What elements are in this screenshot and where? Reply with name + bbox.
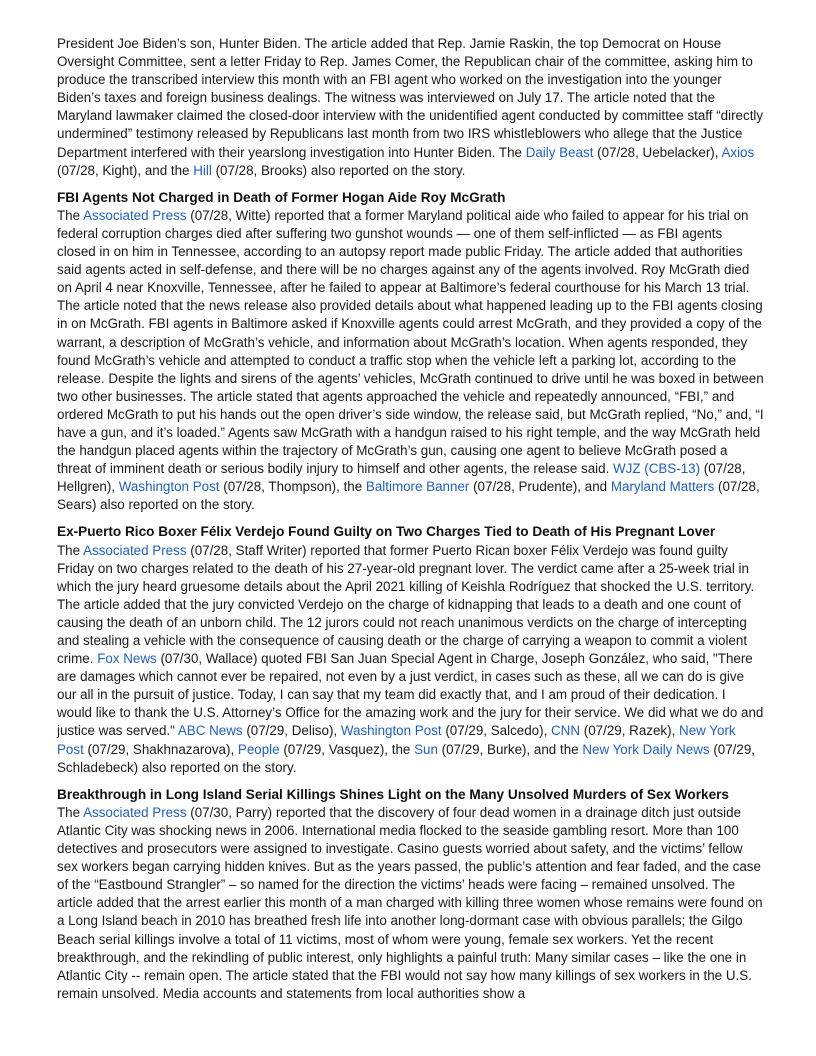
link-cnn[interactable]: CNN <box>551 723 581 739</box>
verdejo-heading: Ex-Puerto Rico Boxer Félix Verdejo Found Guilty on Two Charges Tied to Death of His Pregnant Lover <box>57 524 716 540</box>
link-hill[interactable]: Hill <box>193 162 212 178</box>
serial-killings-heading: Breakthrough in Long Island Serial Killings Shines Light on the Many Unsolved Murders of Sex Workers <box>57 786 729 802</box>
link-people[interactable]: People <box>237 741 280 757</box>
link-washington-post[interactable]: Washington Post <box>340 723 442 739</box>
link-washington-post[interactable]: Washington Post <box>118 479 220 495</box>
link-daily-beast[interactable]: Daily Beast <box>525 144 594 160</box>
link-axios[interactable]: Axios <box>721 144 755 160</box>
link-sun[interactable]: Sun <box>414 741 438 757</box>
link-maryland-matters[interactable]: Maryland Matters <box>610 479 715 495</box>
link-abc-news[interactable]: ABC News <box>177 723 243 739</box>
intro-paragraph: President Joe Biden’s son, Hunter Biden. The article added that Rep. Jamie Raskin, the top Democrat on House Oversight Committee, sent a letter Friday to Rep. James Comer, the Republican chair of the committee, asking him to produce the transcribed interview this month with an FBI agent who worked on the investigation into the younger Biden’s taxes and foreign business dealings. The witness was interviewed on July 17. The article noted that the Maryland lawmaker claimed the closed-door interview with the unidentified agent conducted by committee staff “directly undermined” testimony released by Republicans last month from two IRS whistleblowers who allege that the Justice Department interfered with their yearslong investigation into Hunter Biden. The Daily Beast (07/28, Uebelacker), Axios (07/28, Kight), and the Hill (07/28, Brooks) also reported on the story. <box>57 36 764 178</box>
link-associated-press[interactable]: Associated Press <box>83 542 187 558</box>
link-new-york-post[interactable]: New York Post <box>57 723 736 757</box>
link-associated-press[interactable]: Associated Press <box>83 207 187 223</box>
verdejo-paragraph: The Associated Press (07/28, Staff Writer) reported that former Puerto Rican boxer Félix Verdejo was found guilty Friday on two charges related to the death of his 27-year-old pregnant lover. The verdict came after a 25-week trial in which the jury heard gruesome details about the April 2021 killing of Keishla Rodríguez that shocked the U.S. territory. The article added that the jury convicted Verdejo on the charge of kidnapping that leads to a death and one count of causing the death of an unborn child. The 12 jurors could not reach unanimous verdicts on the charge of intercepting and stealing a vehicle with the consequence of causing death or the charge of carrying a weapon to commit a violent crime. Fox News (07/30, Wallace) quoted FBI San Juan Special Agent in Charge, Joseph González, who said, "There are damages which cannot ever be repaired, not even by a just verdict, in cases such as these, all we can do is give our all in the pursuit of justice. Today, I can say that my team did exactly that, and I am proud of their dedication. I would like to thank the U.S. Attorney’s Office for the amazing work and the jury for their service. We did what we do and justice was served." ABC News (07/29, Deliso), Washington Post (07/29, Salcedo), CNN (07/29, Razek), New York Post (07/29, Shakhnazarova), People (07/29, Vasquez), the Sun (07/29, Burke), and the New York Daily News (07/29, Schladebeck) also reported on the story. <box>57 542 764 775</box>
serial-killings-paragraph: The Associated Press (07/30, Parry) reported that the discovery of four dead women in a drainage ditch just outside Atlantic City was shocking news in 2006. International media flocked to the seaside gambling resort. More than 100 detectives and prosecutors were assigned to investigate. Casino guests worried about safety, and the victims’ fellow sex workers began carrying hidden knives. But as the years passed, the public’s attention and fear faded, and the case of the “Eastbound Strangler” – so named for the direction the victims’ heads were facing – remained unsolved. The article added that the arrest earlier this month of a man charged with killing three women whose remains were found on a Long Island beach in 2010 has breathed fresh life into another long-dormant case with obvious parallels; the Gilgo Beach serial killings involve a total of 11 victims, most of whom were young, female sex workers. Yet the recent breakthrough, and the rekindling of public interest, only highlights a painful truth: Many similar cases – like the one in Atlantic City -- remain open. The article stated that the FBI would not say how many killings of sex workers in the U.S. remain unsolved. Media accounts and statements from local authorities show a <box>57 804 763 1001</box>
link-associated-press[interactable]: Associated Press <box>83 804 187 820</box>
link-new-york-daily-news[interactable]: New York Daily News <box>582 741 710 757</box>
mcgrath-heading: FBI Agents Not Charged in Death of Former Hogan Aide Roy McGrath <box>57 189 506 205</box>
link-baltimore-banner[interactable]: Baltimore Banner <box>365 479 470 495</box>
link-fox-news[interactable]: Fox News <box>97 651 157 667</box>
mcgrath-paragraph: The Associated Press (07/28, Witte) reported that a former Maryland political aide who failed to appear for his trial on federal corruption charges died after suffering two gunshot wounds — one of them self-inflicted — as FBI agents closed in on him in Tennessee, according to an autopsy report made public Friday. The article added that authorities said agents acted in self-defense, and there will be no charges against any of the agents involved. Roy McGrath died on April 4 near Knoxville, Tennessee, after he failed to appear at Baltimore’s federal courthouse for his March 13 trial. The article noted that the news release also provided details about what happened leading up to the FBI agents closing in on McGrath. FBI agents in Baltimore asked if Knoxville agents could arrest McGrath, and they provided a copy of the warrant, a description of McGrath’s vehicle, and information about McGrath’s location. When agents responded, they found McGrath’s vehicle and attempted to conduct a traffic stop when the vehicle left a parking lot, according to the release. Despite the lights and sirens of the agents’ vehicles, McGrath continued to drive until he was boxed in between two other businesses. The article stated that agents approached the vehicle and repeatedly announced, “FBI,” and ordered McGrath to put his hands out the open driver’s side window, the release said, but McGrath replied, “No,” and, “I have a gun, and it’s loaded.” Agents saw McGrath with a handgun raised to his right temple, and the way McGrath held the handgun placed agents within the trajectory of McGrath’s gun, causing one agent to believe McGrath posed a threat of imminent death or serious bodily injury to himself and other agents, the release said. WJZ (CBS-13) (07/28, Hellgren), Washington Post (07/28, Thompson), the Baltimore Banner (07/28, Prudente), and Maryland Matters (07/28, Sears) also reported on the story. <box>57 207 764 513</box>
link-wjz[interactable]: WJZ (CBS-13) <box>613 461 701 477</box>
